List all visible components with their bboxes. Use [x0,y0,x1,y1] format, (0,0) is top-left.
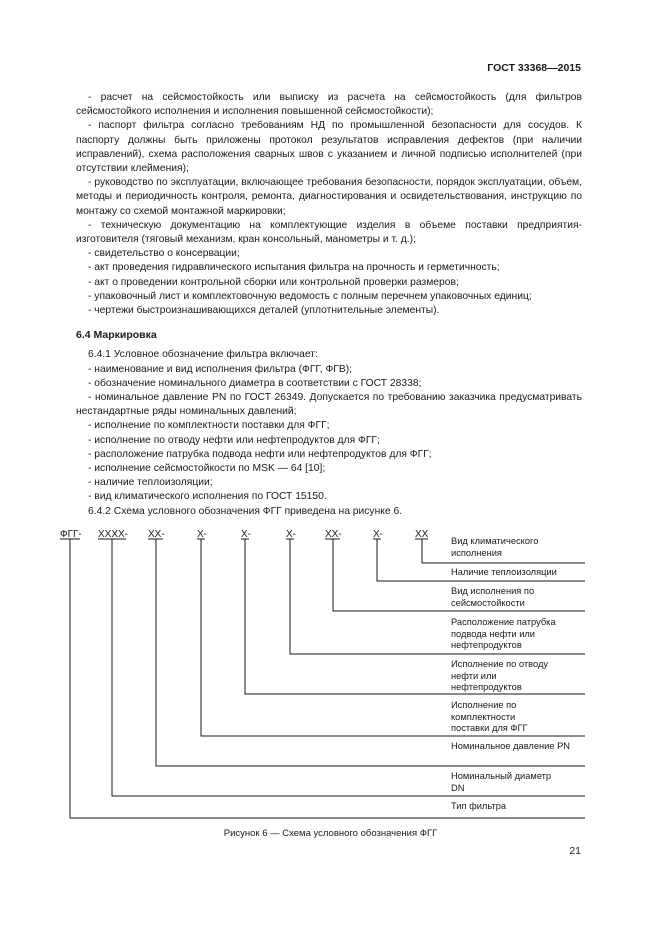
list-item: - руководство по эксплуатации, включающее требования безопасности, порядок эксплуатации, объем, методы и периодичность контроля, ремонта, диагностирования и освидетельствования, инструкцию по монтажу со схемой монтажной маркировки; [76,177,582,217]
list-item: - обозначение номинального диаметра в соответствии с ГОСТ 28338; [88,377,422,389]
token-dn: XXXX- [98,529,129,540]
desc-pn: Номинальное давление PN [451,741,571,751]
token-completeness: X- [197,529,207,540]
desc-seismic: Вид исполнения по сейсмостойкости [451,586,535,608]
page-number: 21 [569,845,581,857]
list-item: - расположение патрубка подвода нефти или нефтепродуктов для ФГГ; [88,448,432,460]
list-item: - чертежи быстроизнашивающихся деталей (уплотнительные элементы). [88,305,440,317]
desc-type: Тип фильтра [451,801,507,811]
token-type: ФГГ- [60,529,82,540]
list-item: - упаковочный лист и комплектовочную ведомость с полным перечнем упаковочных единиц; [88,290,532,302]
token-insulation: X- [373,529,383,540]
list-item: - наличие теплоизоляции; [88,477,213,489]
list-item: - наименование и вид исполнения фильтра (ФГГ, ФГВ); [88,363,353,375]
list-item: - акт проведения гидравлического испытания фильтра на прочность и герметичность; [88,262,500,274]
list-item: - паспорт фильтра согласно требованиям НД по промышленной безопасности для сосудов. К паспорту должны быть приложены протокол результатов исправления дефектов (при наличии исправлений), схема расположения сварных швов с указанием и личной подписью исполнителей (при отсутствии клеймения); [76,120,582,175]
list-item: - номинальное давление PN по ГОСТ 26349. Допускается по требованию заказчика предусматривать нестандартные ряды номинальных давлений; [76,392,582,418]
desc-climatic: Вид климатического исполнения [451,536,539,558]
desc-inlet: Расположение патрубка подвода нефти или нефтепродуктов [451,617,556,650]
figure-caption: Рисунок 6 — Схема условного обозначения ФГГ [223,828,438,839]
list-item: - вид климатического исполнения по ГОСТ 15150. [88,491,327,503]
list-item: - техническую документацию на комплектующие изделия в объеме поставки предприятия-изготовителя (тяговый механизм, кран консольный, манометры и т. д.); [76,219,582,246]
desc-insulation: Наличие теплоизоляции [451,567,557,577]
desc-dn: Номинальный диаметр DN [451,771,552,793]
token-pn: XX- [148,529,165,540]
token-inlet: X- [286,529,296,540]
list-item: - исполнение по комплектности поставки для ФГГ; [88,420,330,432]
desc-drain: Исполнение по отводу нефти или нефтепродуктов [451,659,549,692]
list-item: - исполнение сейсмостойкости по MSK — 64 [10]; [88,463,326,475]
list-item: - свидетельство о консервации; [88,248,240,260]
token-drain: X- [241,529,251,540]
list-item: - акт о проведении контрольной сборки или контрольной проверки размеров; [88,276,459,288]
section-title: 6.4 Маркировка [76,329,157,342]
document-code: ГОСТ 33368—2015 [487,62,581,74]
paragraph: 6.4.1 Условное обозначение фильтра включает: [88,349,318,361]
list-item: - расчет на сейсмостойкость или выписку из расчета на сейсмостойкость (для фильтров сейсмостойкого исполнения и исполнения повышенной сейсмостойкости); [76,92,582,118]
desc-completeness: Исполнение по комплектности поставки для ФГГ [451,700,528,733]
token-seismic: XX- [325,529,342,540]
token-climatic: XX [415,529,429,540]
list-item: - исполнение по отводу нефти или нефтепродуктов для ФГГ; [88,434,380,446]
paragraph: 6.4.2 Схема условного обозначения ФГГ приведена на рисунке 6. [88,505,403,517]
